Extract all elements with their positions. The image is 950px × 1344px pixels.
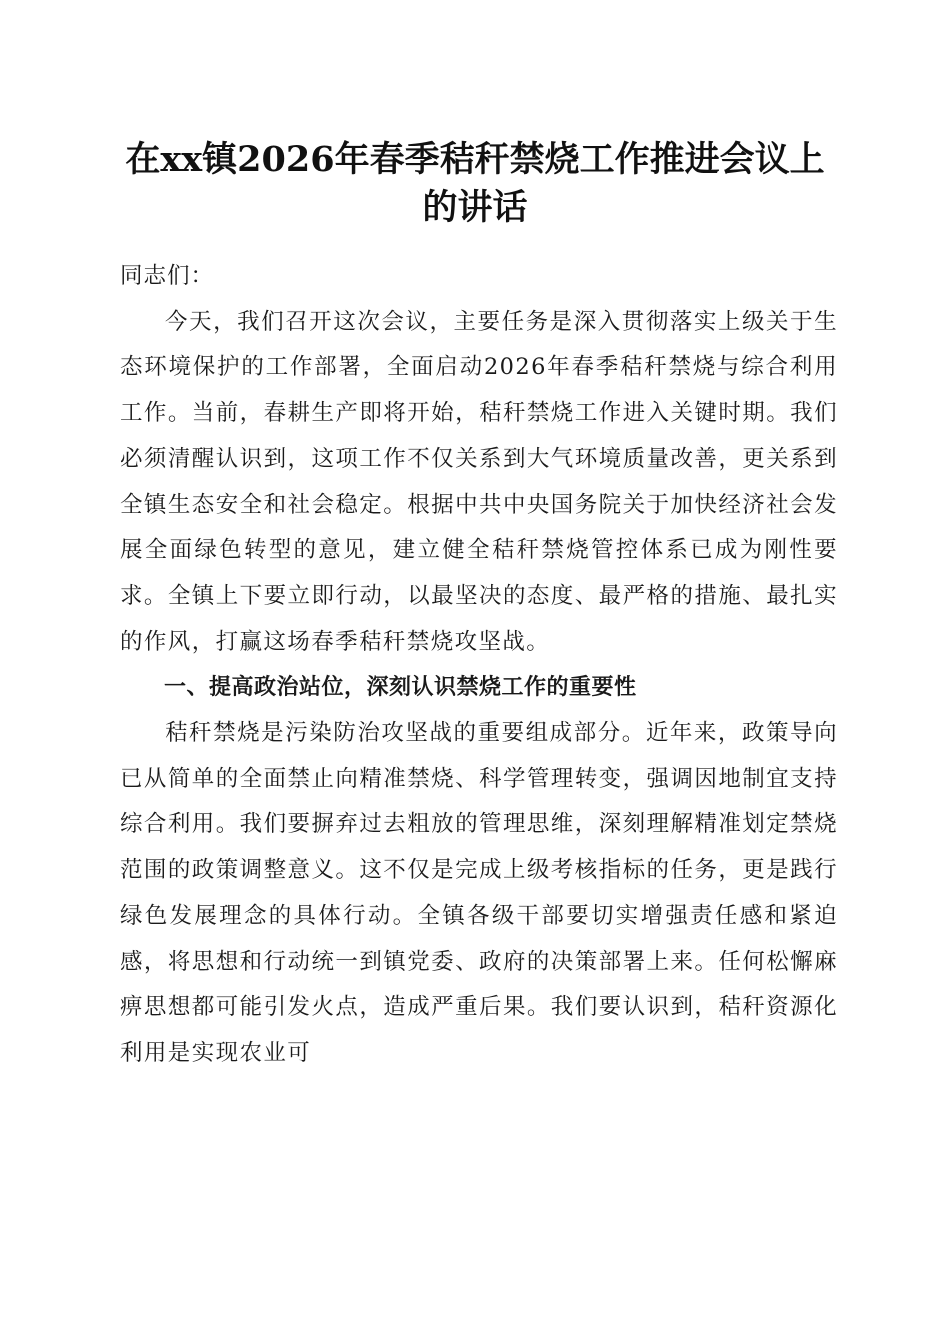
document-title	[110, 136, 840, 232]
section-heading-1: 一、提高政治站位，深刻认识禁烧工作的重要性	[164, 675, 637, 701]
document-title-line-1: 在xx镇2026年春季秸秆禁烧工作推进会议上	[125, 139, 825, 180]
paragraph-intro: 今天，我们召开这次会议，主要任务是深入贯彻落实上级关于生态环境保护的工作部署，全面启动2026年春季秸秆禁烧与综合利用工作。当前，春耕生产即将开始，秸秆禁烧工作进入关键时期。我们必须清醒认识到，这项工作不仅关系到大气环境质量改善，更关系到全镇生态安全和社会稳定。根据中共中央国务院关于加快经济社会发展全面绿色转型的意见，建立健全秸秆禁烧管控体系已成为刚性要求。全镇上下要立即行动，以最坚决的态度、最严格的措施、最扎实的作风，打赢这场春季秸秆禁烧攻坚战。	[120, 308, 838, 655]
salutation: 同志们：	[120, 263, 215, 289]
document-title-line-2: 的讲话	[422, 187, 528, 228]
document-body	[120, 254, 838, 1077]
paragraph-section-1: 秸秆禁烧是污染防治攻坚战的重要组成部分。近年来，政策导向已从简单的全面禁止向精准禁烧、科学管理转变，强调因地制宜支持综合利用。我们要摒弃过去粗放的管理思维，深刻理解精准划定禁烧范围的政策调整意义。这不仅是完成上级考核指标的任务，更是践行绿色发展理念的具体行动。全镇各级干部要切实增强责任感和紧迫感，将思想和行动统一到镇党委、政府的决策部署上来。任何松懈麻痹思想都可能引发火点，造成严重后果。我们要认识到，秸秆资源化利用是实现农业可	[120, 720, 838, 1066]
